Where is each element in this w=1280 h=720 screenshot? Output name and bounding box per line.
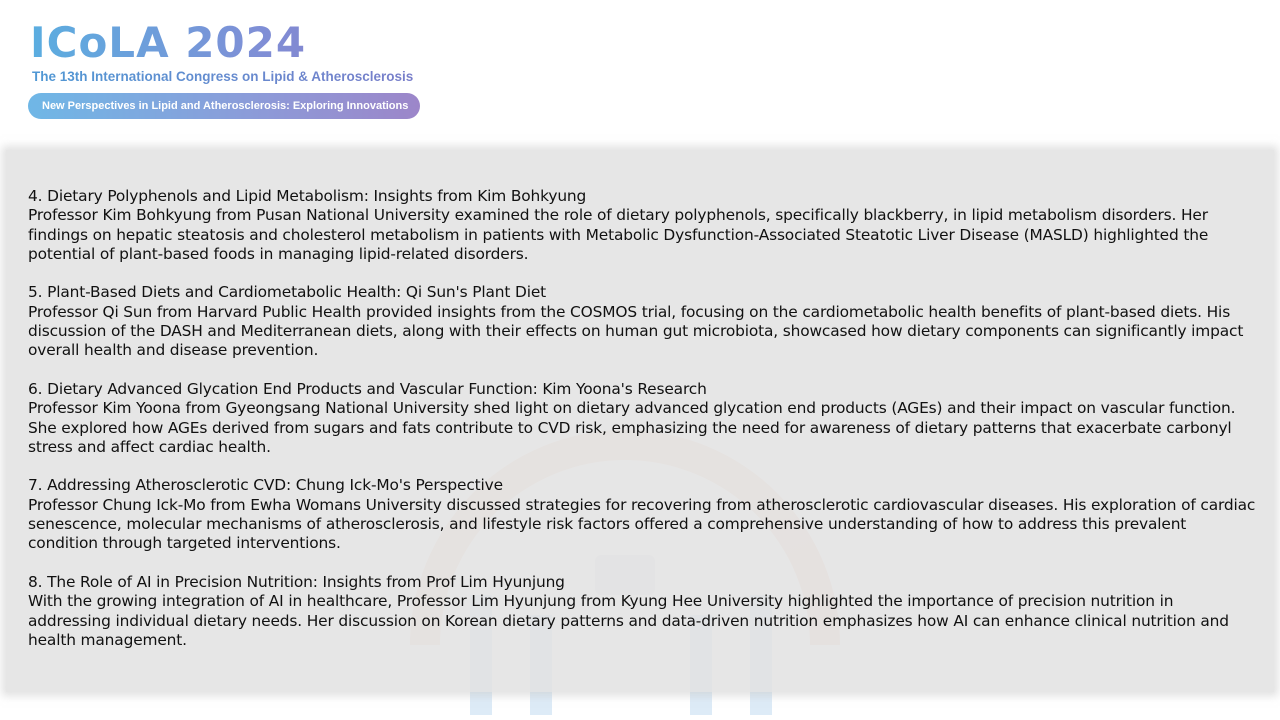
section-4 <box>28 187 1258 264</box>
section-heading: 5. Plant-Based Diets and Cardiometabolic Health: Qi Sun's Plant Diet <box>28 283 547 302</box>
logo-title: ICoLA 2024 <box>28 18 448 68</box>
section-7 <box>28 476 1258 553</box>
logo-tagline-pill: New Perspectives in Lipid and Atherosclerosis: Exploring Innovations <box>28 93 420 119</box>
section-heading: 6. Dietary Advanced Glycation End Products and Vascular Function: Kim Yoona's Research <box>28 379 707 398</box>
section-body: With the growing integration of AI in healthcare, Professor Lim Hyunjung from Kyung Hee University highlighted the importance of precision nutrition in addressing individual dietary needs. Her discussion on Korean dietary patterns and data-driven nutrition emphasizes how AI can enhance clinical nutrition and health management. <box>28 592 1229 649</box>
section-heading: 7. Addressing Atherosclerotic CVD: Chung Ick-Mo's Perspective <box>28 476 503 495</box>
section-heading: 8. The Role of AI in Precision Nutrition: Insights from Prof Lim Hyunjung <box>28 572 565 591</box>
section-body: Professor Kim Bohkyung from Pusan National University examined the role of dietary polyphenols, specifically blackberry, in lipid metabolism disorders. Her findings on hepatic steatosis and cholesterol metabolism in patients with Metabolic Dysfunction-Associated Steatotic Liver Disease (MASLD) highlighted the potential of plant-based foods in managing lipid-related disorders. <box>28 206 1209 263</box>
header-logo <box>28 18 448 119</box>
section-8 <box>28 573 1258 650</box>
section-body: Professor Chung Ick-Mo from Ewha Womans University discussed strategies for recovering from atherosclerotic cardiovascular diseases. His exploration of cardiac senescence, molecular mechanisms of atherosclerosis, and lifestyle risk factors offered a comprehensive understanding of how to address this prevalent condition through targeted interventions. <box>28 495 1256 553</box>
section-6 <box>28 380 1258 457</box>
section-body: Professor Kim Yoona from Gyeongsang National University shed light on dietary advanced glycation end products (AGEs) and their impact on vascular function. She explored how AGEs derived from sugars and fats contribute to CVD risk, emphasizing the need for awareness of dietary patterns that exacerbate carbonyl stress and affect cardiac health. <box>28 399 1236 456</box>
content-text <box>28 187 1258 669</box>
logo-subtitle: The 13th International Congress on Lipid & Atherosclerosis <box>28 68 448 86</box>
section-heading: 4. Dietary Polyphenols and Lipid Metabolism: Insights from Kim Bohkyung <box>28 187 587 205</box>
content-panel <box>6 150 1274 692</box>
section-5 <box>28 283 1258 360</box>
section-body: Professor Qi Sun from Harvard Public Health provided insights from the COSMOS trial, focusing on the cardiometabolic health benefits of plant-based diets. His discussion of the DASH and Mediterranean diets, along with their effects on human gut microbiota, showcased how dietary components can significantly impact overall health and disease prevention. <box>28 302 1244 360</box>
